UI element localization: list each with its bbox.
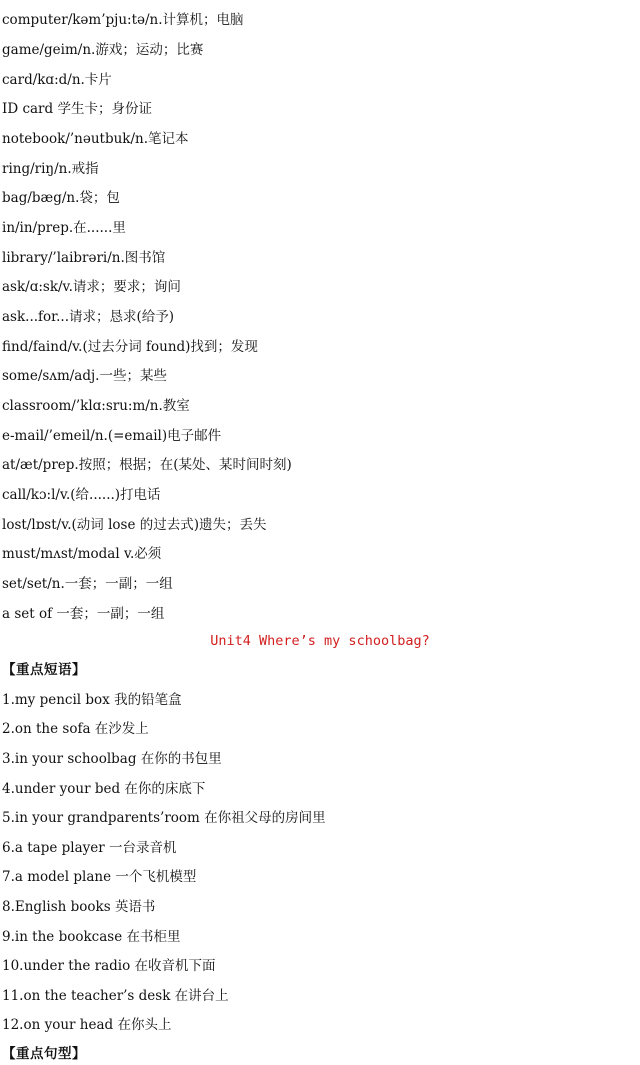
phrase-item: 9.in the bookcase 在书柜里 [2, 929, 181, 945]
vocab-entry-id-card: ID card 学生卡；身份证 [2, 101, 152, 117]
vocab-entry-ask: ask/ɑ:sk/v.请求；要求；询问 [2, 279, 181, 295]
vocab-entry-computer: computer/kəm’pju:tə/n.计算机；电脑 [2, 12, 244, 28]
phrase-item: 11.on the teacher’s desk 在讲台上 [2, 988, 229, 1004]
phrase-item: 8.English books 英语书 [2, 899, 156, 915]
vocab-entry-a-set-of: a set of 一套；一副；一组 [2, 606, 165, 622]
phrase-item: 10.under the radio 在收音机下面 [2, 958, 216, 974]
sentences-heading: 【重点句型】 [2, 1046, 86, 1062]
vocab-entry-find: find/faind/v.(过去分词 found)找到；发现 [2, 339, 258, 355]
phrase-item: 5.in your grandparents’room 在你祖父母的房间里 [2, 810, 326, 826]
unit-title: Unit4 Where’s my schoolbag? [210, 633, 430, 649]
phrase-item: 1.my pencil box 我的铅笔盒 [2, 692, 182, 708]
vocab-entry-set: set/set/n.一套；一副；一组 [2, 576, 173, 592]
vocab-entry-ring: ring/riŋ/n.戒指 [2, 161, 99, 177]
vocab-entry-some: some/sʌm/adj.一些；某些 [2, 368, 167, 384]
phrase-item: 2.on the sofa 在沙发上 [2, 721, 149, 737]
vocab-entry-in: in/in/prep.在......里 [2, 220, 126, 236]
vocab-entry-game: game/geim/n.游戏；运动；比赛 [2, 42, 204, 58]
vocab-entry-lost: lost/lɒst/v.(动词 lose 的过去式)遗失；丢失 [2, 517, 267, 533]
phrase-item: 6.a tape player 一台录音机 [2, 840, 177, 856]
vocab-entry-library: library/’laibrəri/n.图书馆 [2, 250, 166, 266]
phrase-item: 3.in your schoolbag 在你的书包里 [2, 751, 222, 767]
vocab-entry-ask-for: ask...for...请求；恳求(给予) [2, 309, 175, 325]
phrase-item: 7.a model plane 一个飞机模型 [2, 869, 197, 885]
vocab-entry-call: call/kɔ:l/v.(给......)打电话 [2, 487, 161, 503]
phrases-heading: 【重点短语】 [2, 662, 86, 678]
vocab-entry-e-mail: e-mail/’emeil/n.(=email)电子邮件 [2, 428, 222, 444]
phrase-item: 4.under your bed 在你的床底下 [2, 781, 206, 797]
vocab-entry-must: must/mʌst/modal v.必须 [2, 546, 162, 562]
vocab-entry-classroom: classroom/’klɑ:sru:m/n.教室 [2, 398, 190, 414]
vocab-entry-at: at/æt/prep.按照；根据；在(某处、某时间时刻) [2, 457, 292, 473]
vocab-entry-bag: bag/bæg/n.袋；包 [2, 190, 120, 206]
vocab-entry-card: card/kɑ:d/n.卡片 [2, 72, 112, 88]
phrase-item: 12.on your head 在你头上 [2, 1017, 172, 1033]
vocab-entry-notebook: notebook/’nəutbuk/n.笔记本 [2, 131, 189, 147]
